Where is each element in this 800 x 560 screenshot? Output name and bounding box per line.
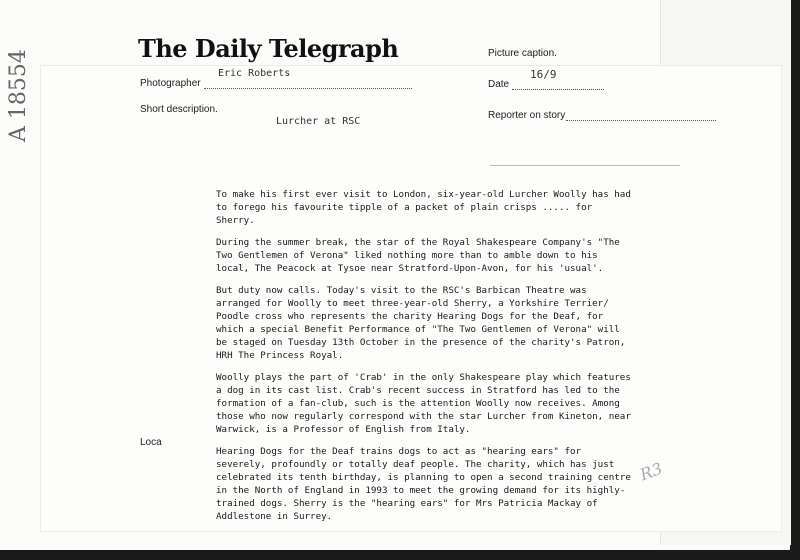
short-description-label: Short description. bbox=[140, 104, 218, 115]
reporter-dots bbox=[566, 120, 716, 121]
location-label: Loca bbox=[140, 437, 162, 448]
masthead-logo: The Daily Telegraph bbox=[138, 34, 399, 63]
article-paragraph-2: During the summer break, the star of the Royal Shakespeare Company's "The Two Gentlemen of Verona" liked nothing more than to amble down to his local, The Peacock at Tysoe near Stratford-Upon-Avon, for his 'usual'. bbox=[216, 237, 620, 274]
date-value: 16/9 bbox=[530, 68, 557, 81]
photographer-label: Photographer bbox=[140, 78, 201, 89]
picture-caption-label: Picture caption. bbox=[488, 48, 557, 59]
short-description-value: Lurcher at RSC bbox=[276, 116, 361, 127]
photographer-value: Eric Roberts bbox=[218, 68, 291, 79]
date-dots bbox=[512, 89, 604, 90]
separator-rule bbox=[490, 165, 680, 166]
photographer-dots bbox=[204, 88, 412, 89]
article-paragraph-1: To make his first ever visit to London, six-year-old Lurcher Woolly has had to forego his favourite tipple of a packet of plain crisps ..... for Sherry. bbox=[216, 189, 631, 226]
handwritten-mark: R3 bbox=[637, 458, 665, 485]
article-paragraph-3: But duty now calls. Today's visit to the RSC's Barbican Theatre was arranged for Woolly to meet three-year-old Sherry, a Yorkshire Terrier/ Poodle cross who represents the charity Hearing Dogs for the Deaf, for which a special Benefit Performance of "The Two Gentlemen of Verona" will be staged on Tuesday 13th October in the presence of the charity's Patron, HRH The Princess Royal. bbox=[216, 285, 626, 361]
date-label: Date bbox=[488, 79, 510, 90]
article-paragraph-4: Woolly plays the part of 'Crab' in the only Shakespeare play which features a dog in its cast list. Crab's recent success in Stratford has led to the formation of a fan-club, such is the attention Woolly now receives. Among those who now regularly correspond with the star Lurcher from Kineton, near Warwick, is a Professor of English from Italy. bbox=[216, 372, 631, 435]
article-body bbox=[216, 188, 636, 532]
reporter-label: Reporter on story bbox=[488, 110, 566, 121]
article-paragraph-5: Hearing Dogs for the Deaf trains dogs to act as "hearing ears" for severely, profoundly or totally deaf people. The charity, which has just celebrated its tenth birthday, is planning to open a second training centre in the North of England in 1993 to meet the growing demand for its highly-trained dogs. Sherry is the "hearing ears" for Mrs Patricia Mackay of Addlestone in Surrey. bbox=[216, 446, 631, 522]
archive-number-annotation: A 18554 bbox=[6, 49, 31, 142]
